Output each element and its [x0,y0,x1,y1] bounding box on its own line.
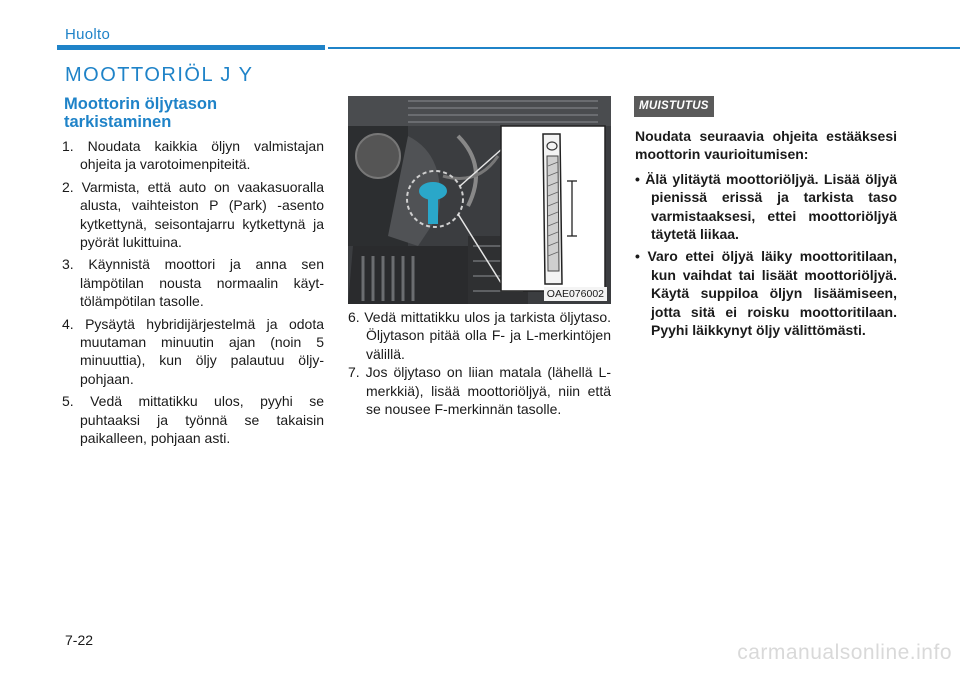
header-bar-thin [328,47,960,49]
engine-dipstick-figure [348,96,611,304]
note-badge: MUISTUTUS [634,96,714,117]
header-bar-thick [57,45,325,50]
watermark: carmanualsonline.info [737,641,952,664]
column-left [62,137,324,452]
step-7: 7. Jos öljytaso on liian matala (lähellä L-merkkiä), lisää moottoriöljyä, niin että se nousee F-merkinnän tasolle. [348,364,611,418]
subheading: Moottorin öljytason tarkistaminen [64,95,218,131]
section-title: MOOTTORIÖL J Y [65,64,254,86]
note-box [635,127,897,343]
step-4: 4. Pysäytä hybridijärjestelmä ja odota muutaman minuutin ajan (noin 5 minuuttia), kun öljy palautuu öljypohjaan. [62,315,324,387]
step-6: 6. Vedä mittatikku ulos ja tarkista öljytaso. Öljytason pitää olla F- ja L-merkintöjen välillä. [348,309,611,362]
step-2: 2. Varmista, että auto on vaakasuoralla alusta, vaihteiston P (Park) -asento kytkettynä, seisontajarru kytkettynä ja pyörät lukittuina. [62,178,324,251]
column-mid [348,308,611,418]
figure-caption: OAE076002 [544,287,607,301]
page-number: 7-22 [65,632,94,648]
header-label: Huolto [65,26,111,43]
step-3: 3. Käynnistä moottori ja anna sen lämpötilan nousta normaalin käyttölämpötilan tasolle. [62,256,324,310]
step-5: 5. Vedä mittatikku ulos, pyyhi se puhtaaksi ja työnnä se takaisin paikalleen, pohjaan asti. [62,393,324,447]
note-bullet-1: • Älä ylitäytä moottoriöljyä. Lisää öljyä pienissä erissä ja tarkista taso varmistaaksesi, ettei moottoriöljyä täytetä liikaa. [635,170,897,243]
note-intro: Noudata seuraavia ohjeita estääksesi moottorin vaurioitumisen: [635,128,897,163]
step-1: 1. Noudata kaikkia öljyn valmistajan ohjeita ja varotoimenpiteitä. [62,138,324,173]
note-bullet-2: • Varo ettei öljyä läiky moottoritilaan, kun vaihdat tai lisäät moottoriöljyä. Käytä suppiloa öljyn lisäämiseen, jotta sitä ei roisku moottoritilaan. Pyyhi läikkynyt öljy välittömästi. [635,248,897,339]
